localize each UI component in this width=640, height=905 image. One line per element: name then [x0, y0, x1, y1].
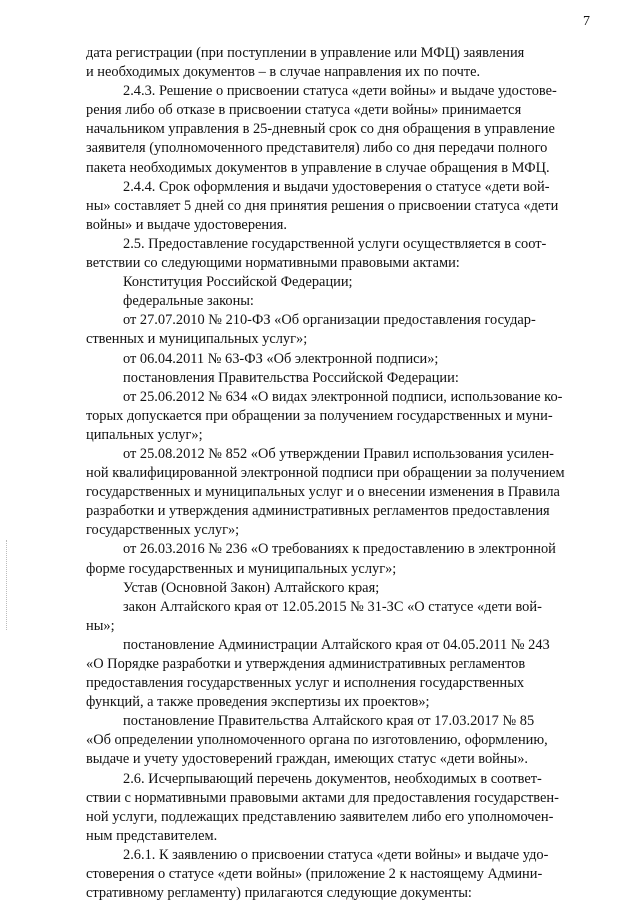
paragraph-2-6: 2.6. Исчерпывающий перечень документов, необходимых в соответ- ствии с нормативными правовыми актами для предоставления государствен- ной услуги, подлежащих представлению заявителем либо его уполномочен- ным представителем.: [86, 770, 559, 844]
paragraph-2-5: 2.5. Предоставление государственной услуги осуществляется в соот- ветствии со следующими нормативными правовыми актами:: [86, 235, 547, 272]
document-body: [86, 44, 597, 903]
paragraph-registration-date: дата регистрации (при поступлении в управление или МФЦ) заявления и необходимых документов – в случае направления их по почте.: [86, 45, 525, 81]
paragraph-2-4-3: 2.4.3. Решение о присвоении статуса «дети войны» и выдаче удостове- рения либо об отказе в присвоении статуса «дети войны» принимается начальником управления в 25-дневный срок со дня обращения в управление заявителя (уполномоченного представителя) либо со дня передачи полного пакета необходимых документов в управление в случае обращения в МФЦ.: [86, 83, 557, 176]
list-item-law-210: от 27.07.2010 № 210-ФЗ «Об организации предоставления государ- ственных и муниципальных услуг»;: [86, 312, 536, 348]
page-number: 7: [583, 14, 590, 29]
list-item-altai-law-31: закон Алтайского края от 12.05.2015 № 31-ЗС «О статусе «дети вой- ны»;: [86, 598, 542, 634]
list-item-law-63: от 06.04.2011 № 63-ФЗ «Об электронной подписи»;: [123, 350, 439, 367]
paragraph-2-4-4: 2.4.4. Срок оформления и выдачи удостоверения о статусе «дети вой- ны» составляет 5 дней со дня принятия решения о присвоении статуса «дети войны» и выдаче удостоверения.: [86, 178, 559, 233]
list-heading-federal-laws: федеральные законы:: [123, 293, 254, 310]
paragraph-2-6-1: 2.6.1. К заявлению о присвоении статуса «дети войны» и выдаче удо- стоверения о статусе «дети войны» (приложение 2 к настоящему Админи- стративному регламенту) прилагаются следующие документы:: [86, 846, 549, 902]
list-item-decree-852: от 25.08.2012 № 852 «Об утверждении Правил использования усилен- ной квалифицированной электронной подписи при обращении за получением государственных и муниципальных услуг и о внесении изменения в Правила разработки и утверждения административных регламентов предоставления государственных услуг»;: [86, 445, 565, 539]
list-heading-government-decrees: постановления Правительства Российской Федерации:: [123, 369, 459, 386]
list-item-altai-decree-243: постановление Администрации Алтайского края от 04.05.2011 № 243 «О Порядке разработки и утверждения административных регламентов предоставления государственных услуг и исполнения государственных функций, а также проведения экспертизы их проектов»;: [86, 636, 550, 711]
list-item-constitution: Конституция Российской Федерации;: [123, 274, 353, 291]
list-item-altai-decree-85: постановление Правительства Алтайского края от 17.03.2017 № 85 «Об определении уполномоченного органа по изготовлению, оформлению, выдаче и учету удостоверений граждан, имеющих статус «дети войны».: [86, 713, 548, 768]
list-item-altai-charter: Устав (Основной Закон) Алтайского края;: [123, 579, 380, 596]
list-item-decree-634: от 25.06.2012 № 634 «О видах электронной подписи, использование ко- торых допускается при обращении за получением государственных и муни- ципальных услуг»;: [86, 388, 563, 443]
margin-scan-mark: [6, 540, 8, 630]
list-item-decree-236: от 26.03.2016 № 236 «О требованиях к предоставлению в электронной форме государственных и муниципальных услуг»;: [86, 541, 556, 577]
